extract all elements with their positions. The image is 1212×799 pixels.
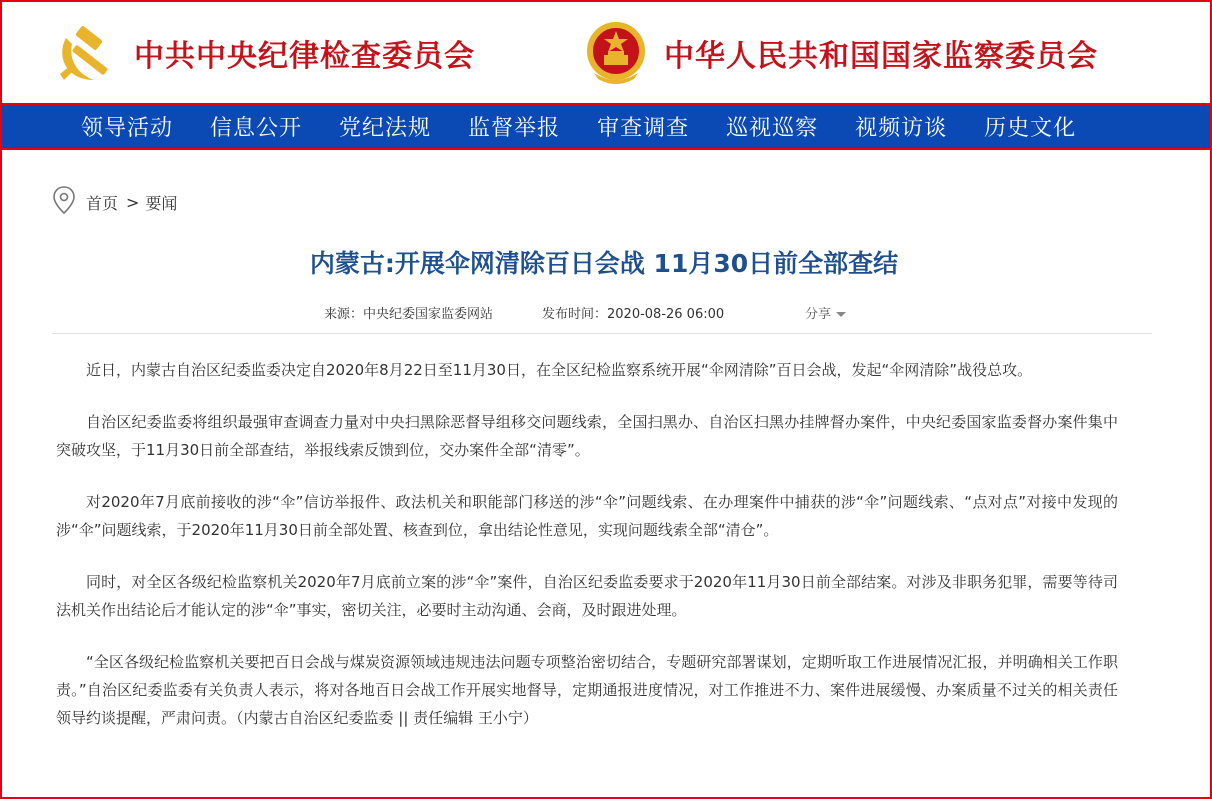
national-emblem-icon bbox=[580, 17, 652, 89]
ccdi-brand[interactable] bbox=[52, 2, 475, 103]
article-paragraph: “全区各级纪检监察机关要把百日会战与煤炭资源领域违规违法问题专项整治密切结合，专题研究部署谋划，定期听取工作进展情况汇报，并明确相关工作职责。”自治区纪委监委有关负责人表示，将对各地百日会战工作开展实地督导，定期通报进度情况，对工作推进不力、案件进展缓慢、办案质量不过关的相关责任领导约谈提醒，严肃问责。（内蒙古自治区纪委监委 || 责任编辑 王小宁） bbox=[56, 653, 1118, 727]
article-paragraph: 同时，对全区各级纪检监察机关2020年7月底前立案的涉“伞”案件，自治区纪委监委要求于2020年11月30日前全部结案。对涉及非职务犯罪，需要等待司法机关作出结论后才能认定的涉“伞”事实，密切关注，必要时主动沟通、会商，及时跟进处理。 bbox=[56, 573, 1118, 619]
article-body bbox=[52, 356, 1118, 732]
nav-item-history-culture[interactable]: 历史文化 bbox=[984, 116, 1077, 141]
nav-item-party-rules[interactable]: 党纪法规 bbox=[339, 116, 432, 141]
breadcrumb-home-link[interactable]: 首页 bbox=[86, 193, 119, 213]
article-paragraph: 自治区纪委监委将组织最强审查调查力量对中央扫黑除恶督导组移交问题线索，全国扫黑办、自治区扫黑办挂牌督办案件，中央纪委国家监委督办案件集中突破攻坚，于11月30日前全部查结，举报线索反馈到位，交办案件全部“清零”。 bbox=[56, 413, 1118, 459]
nav-list bbox=[2, 105, 1210, 148]
nsc-title: 中华人民共和国国家监察委员会 bbox=[664, 38, 1098, 74]
main-content bbox=[52, 150, 1156, 756]
nav-item-info-disclosure[interactable]: 信息公开 bbox=[210, 116, 303, 141]
nav-item-supervision-report[interactable]: 监督举报 bbox=[468, 116, 561, 141]
site-header bbox=[2, 2, 1210, 103]
hammer-sickle-icon bbox=[52, 18, 122, 88]
main-nav bbox=[2, 103, 1210, 150]
breadcrumb-current[interactable]: 要闻 bbox=[145, 193, 178, 213]
nsc-brand[interactable] bbox=[580, 2, 1098, 103]
share-label: 分享 bbox=[805, 307, 832, 322]
nav-item-leadership[interactable]: 领导活动 bbox=[81, 116, 174, 141]
article-meta bbox=[52, 303, 1156, 323]
ccdi-title: 中共中央纪律检查委员会 bbox=[134, 38, 475, 74]
nav-item-inspection[interactable]: 巡视巡察 bbox=[726, 116, 819, 141]
nav-item-investigation[interactable]: 审查调查 bbox=[597, 116, 690, 141]
breadcrumb bbox=[52, 187, 1156, 217]
divider bbox=[52, 333, 1152, 334]
chevron-down-icon bbox=[836, 312, 846, 317]
share-button[interactable] bbox=[805, 303, 846, 322]
article-paragraph: 对2020年7月底前接收的涉“伞”信访举报件、政法机关和职能部门移送的涉“伞”问题线索、在办理案件中捕获的涉“伞”问题线索、“点对点”对接中发现的涉“伞”问题线索，于2020年11月30日前全部处置、核查到位，拿出结论性意见，实现问题线索全部“清仓”。 bbox=[56, 493, 1118, 539]
article-title: 内蒙古:开展伞网清除百日会战 11月30日前全部查结 bbox=[309, 249, 899, 278]
breadcrumb-separator: > bbox=[126, 192, 140, 212]
location-pin-icon bbox=[52, 185, 76, 219]
article-paragraph: 近日，内蒙古自治区纪委监委决定自2020年8月22日至11月30日，在全区纪检监察系统开展“伞网清除”百日会战，发起“伞网清除”战役总攻。 bbox=[86, 361, 1033, 379]
article-publish-time: 发布时间：2020-08-26 06:00 bbox=[542, 307, 725, 322]
article-source: 来源：中央纪委国家监委网站 bbox=[324, 307, 494, 322]
nav-item-video-interview[interactable]: 视频访谈 bbox=[855, 116, 948, 141]
